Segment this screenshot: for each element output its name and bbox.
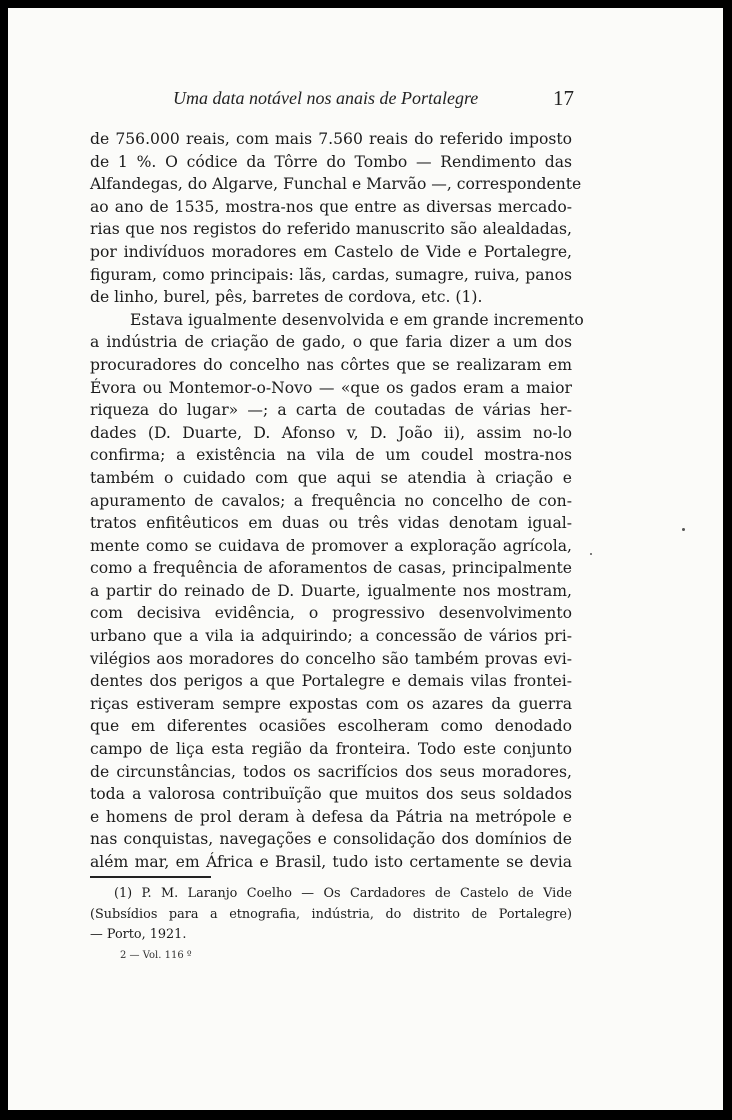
text-line: dentes dos perigos a que Portalegre e demais vilas frontei- [90, 672, 572, 691]
speck-mark [682, 528, 685, 531]
text-line: mente como se cuidava de promover a exploração agrícola, [90, 536, 572, 555]
text-line: nas conquistas, navegações e consolidação dos domínios de [90, 830, 572, 849]
text-line: por indivíduos moradores em Castelo de Vide e Portalegre, [90, 242, 572, 261]
text-line: com decisiva evidência, o progressivo desenvolvimento [90, 604, 572, 623]
body-text [90, 128, 584, 874]
text-line: Évora ou Montemor-o-Novo — «que os gados eram a maior [90, 378, 572, 397]
footnote-line: — Porto, 1921. [90, 927, 187, 942]
text-line: de 756.000 reais, com mais 7.560 reais do referido imposto [90, 130, 572, 148]
text-line: ao ano de 1535, mostra-nos que entre as diversas mercado- [90, 197, 572, 216]
text-line: de linho, burel, pês, barretes de cordova, etc. (1). [90, 288, 483, 307]
footnote-line: (1) P. M. Laranjo Coelho — Os Cardadores de Castelo de Vide [114, 886, 572, 901]
book-page [8, 8, 723, 1110]
text-line: urbano que a vila ia adquirindo; a concessão de vários pri- [90, 627, 572, 646]
speck-mark [590, 553, 592, 555]
printer-signature: 2 — Vol. 116 º [120, 950, 192, 961]
text-line: Alfandegas, do Algarve, Funchal e Marvão —, correspondente [90, 175, 582, 194]
page-number: 17 [553, 86, 574, 110]
text-line: campo de liça esta região da fronteira. Todo este conjunto [90, 740, 572, 759]
text-line: vilégios aos moradores do concelho são também provas evi- [90, 649, 572, 668]
text-line: e homens de prol deram à defesa da Pátria na metrópole e [90, 807, 572, 826]
running-header [173, 88, 583, 118]
footnote [90, 884, 572, 946]
text-line: confirma; a existência na vila de um coudel mostra-nos [90, 446, 572, 465]
text-line: Estava igualmente desenvolvida e em grande incremento [130, 310, 584, 329]
text-line: toda a valorosa contribuïção que muitos dos seus soldados [90, 785, 572, 804]
text-line: rias que nos registos do referido manuscrito são alealdadas, [90, 220, 572, 239]
text-line: procuradores do concelho nas côrtes que se realizaram em [90, 355, 572, 374]
text-line: de 1 %. O códice da Tôrre do Tombo — Rendimento das [90, 152, 572, 171]
text-line: figuram, como principais: lãs, cardas, sumagre, ruiva, panos [90, 265, 572, 284]
text-line: de circunstâncias, todos os sacrifícios dos seus moradores, [90, 762, 572, 781]
text-line: também o cuidado com que aqui se atendia à criação e [90, 468, 572, 487]
text-line: que em diferentes ocasiões escolheram como denodado [90, 717, 572, 736]
footnote-line: (Subsídios para a etnografia, indústria, do distrito de Portalegre) [90, 906, 572, 922]
text-line: riças estiveram sempre expostas com os azares da guerra [90, 694, 572, 713]
text-line: além mar, em África e Brasil, tudo isto certamente se devia [90, 853, 572, 871]
footnote-rule [90, 876, 211, 878]
text-line: a indústria de criação de gado, o que faria dizer a um dos [90, 333, 572, 352]
running-title: Uma data notável nos anais de Portalegre [173, 88, 479, 108]
text-line: a partir do reinado de D. Duarte, igualmente nos mostram, [90, 581, 572, 600]
text-line: tratos enfitêuticos em duas ou três vidas denotam igual- [90, 514, 572, 533]
text-line: como a frequência de aforamentos de casas, principalmente [90, 559, 572, 578]
text-line: apuramento de cavalos; a frequência no concelho de con- [90, 491, 572, 510]
text-line: dades (D. Duarte, D. Afonso v, D. João ii), assim no-lo [90, 423, 572, 442]
text-line: riqueza do lugar» —; a carta de coutadas de várias her- [90, 401, 572, 420]
